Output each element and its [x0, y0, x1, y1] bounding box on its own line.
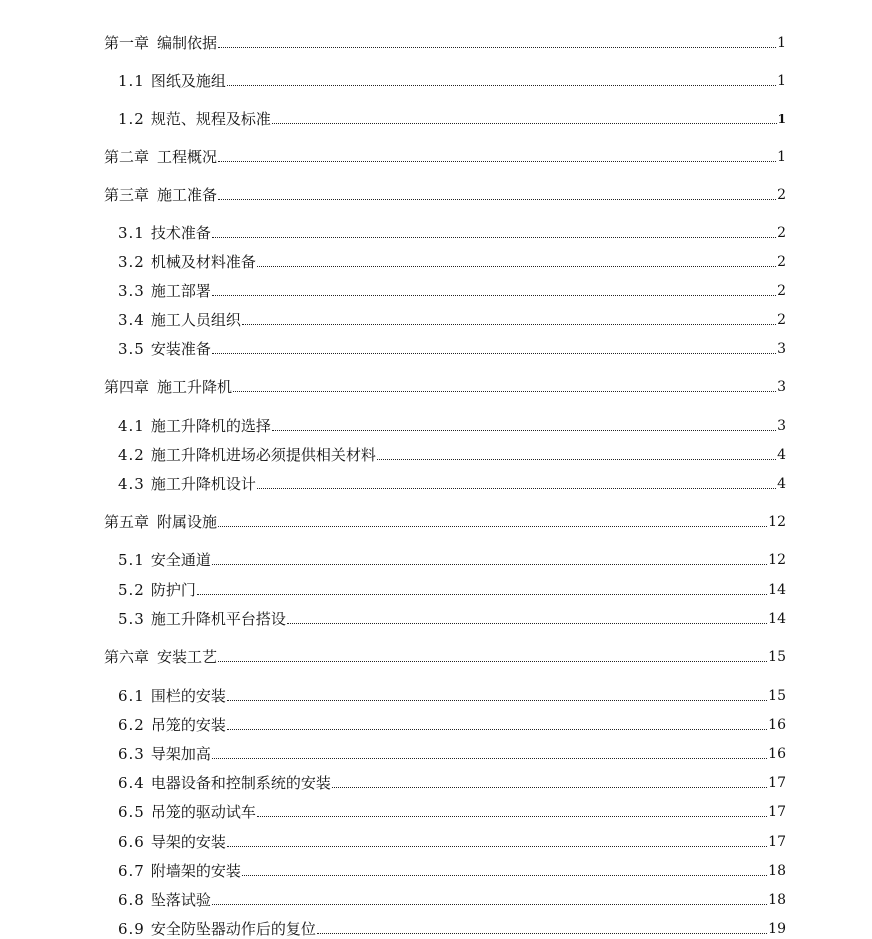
toc-section-6-1[interactable] [118, 683, 786, 705]
toc-section-number: 6.5 [118, 803, 145, 821]
toc-page-number: 3 [777, 418, 786, 434]
toc-dot-leader [218, 199, 776, 200]
toc-section-title: 施工升降机平台搭设 [150, 610, 286, 628]
toc-section-6-6[interactable] [118, 829, 786, 851]
toc-section-title: 导架加高 [150, 745, 211, 763]
toc-chapter-title: 编制依据 [157, 34, 218, 52]
toc-page-number: 15 [768, 688, 786, 704]
toc-dot-leader [227, 846, 767, 847]
toc-section-number: 3.3 [118, 282, 145, 300]
toc-section-number: 1.2 [118, 110, 145, 128]
toc-page-number: 12 [768, 514, 786, 530]
toc-section-6-8[interactable] [118, 887, 786, 909]
toc-section-title: 图纸及施组 [150, 72, 226, 90]
toc-dot-leader [257, 488, 776, 489]
toc-section-title: 坠落试验 [150, 891, 211, 909]
toc-chapter-number: 第五章 [104, 513, 150, 531]
toc-chapter-number: 第六章 [104, 648, 150, 666]
toc-dot-leader [233, 391, 776, 392]
toc-page-number: 17 [768, 804, 786, 820]
toc-page-number: 4 [777, 476, 786, 492]
toc-page-number: 17 [768, 775, 786, 791]
toc-dot-leader [212, 758, 767, 759]
toc-section-5-3[interactable] [118, 606, 786, 628]
toc-section-title: 施工升降机的选择 [150, 417, 271, 435]
toc-section-6-3[interactable] [118, 741, 786, 763]
toc-page-number: 4 [777, 447, 786, 463]
toc-section-3-4[interactable] [118, 307, 786, 329]
toc-chapter-5[interactable] [104, 509, 786, 531]
toc-page-number: 1 [777, 112, 786, 126]
toc-section-number: 1.1 [118, 72, 145, 90]
toc-page-number: 3 [777, 341, 786, 357]
toc-page-number: 1 [777, 35, 786, 51]
toc-dot-leader [272, 123, 777, 124]
toc-page-number: 18 [768, 863, 786, 879]
toc-section-number: 6.8 [118, 891, 145, 909]
toc-dot-leader [257, 266, 776, 267]
toc-section-4-2[interactable] [118, 442, 786, 464]
toc-section-4-3[interactable] [118, 471, 786, 493]
toc-section-title: 防护门 [150, 581, 196, 599]
toc-section-number: 4.3 [118, 475, 145, 493]
toc-dot-leader [287, 623, 767, 624]
toc-page-number: 2 [777, 312, 786, 328]
toc-section-4-1[interactable] [118, 413, 786, 435]
toc-section-title: 吊笼的驱动试车 [150, 803, 256, 821]
toc-section-number: 6.6 [118, 833, 145, 851]
toc-page-number: 2 [777, 254, 786, 270]
toc-section-1-1[interactable] [118, 68, 786, 90]
toc-section-title: 安全通道 [150, 551, 211, 569]
toc-section-6-4[interactable] [118, 770, 786, 792]
toc-section-number: 5.2 [118, 581, 145, 599]
toc-section-number: 6.4 [118, 774, 145, 792]
toc-section-5-2[interactable] [118, 577, 786, 599]
toc-chapter-3[interactable] [104, 182, 786, 204]
toc-dot-leader [257, 816, 767, 817]
toc-page-number: 15 [768, 649, 786, 665]
toc-section-title: 吊笼的安装 [150, 716, 226, 734]
toc-section-6-9[interactable] [118, 916, 786, 938]
toc-dot-leader [212, 237, 776, 238]
toc-dot-leader [242, 875, 767, 876]
toc-dot-leader [218, 161, 776, 162]
toc-dot-leader [197, 594, 767, 595]
toc-section-3-5[interactable] [118, 336, 786, 358]
toc-section-number: 6.7 [118, 862, 145, 880]
toc-section-title: 电器设备和控制系统的安装 [150, 774, 331, 792]
toc-page-number: 3 [777, 379, 786, 395]
toc-chapter-number: 第三章 [104, 186, 150, 204]
toc-section-number: 3.2 [118, 253, 145, 271]
toc-dot-leader [212, 353, 776, 354]
toc-section-title: 技术准备 [150, 224, 211, 242]
toc-chapter-6[interactable] [104, 644, 786, 666]
toc-section-title: 导架的安装 [150, 833, 226, 851]
toc-dot-leader [212, 904, 767, 905]
toc-dot-leader [227, 729, 767, 730]
toc-page-number: 19 [768, 921, 786, 937]
toc-section-number: 3.5 [118, 340, 145, 358]
toc-section-title: 规范、规程及标准 [150, 110, 271, 128]
toc-dot-leader [377, 459, 776, 460]
toc-page-number: 16 [768, 746, 786, 762]
toc-section-number: 5.3 [118, 610, 145, 628]
toc-chapter-number: 第二章 [104, 148, 150, 166]
toc-chapter-number: 第四章 [104, 378, 150, 396]
toc-section-6-7[interactable] [118, 858, 786, 880]
toc-dot-leader [218, 661, 767, 662]
toc-page-number: 1 [777, 149, 786, 165]
toc-section-number: 4.2 [118, 446, 145, 464]
toc-page-number: 16 [768, 717, 786, 733]
toc-section-title: 安装准备 [150, 340, 211, 358]
toc-dot-leader [218, 526, 767, 527]
toc-dot-leader [317, 933, 767, 934]
toc-chapter-1[interactable] [104, 30, 786, 52]
toc-section-3-1[interactable] [118, 220, 786, 242]
toc-section-title: 施工升降机进场必须提供相关材料 [150, 446, 376, 464]
toc-section-number: 6.2 [118, 716, 145, 734]
toc-dot-leader [227, 700, 767, 701]
toc-page-number: 12 [768, 552, 786, 568]
toc-section-number: 6.3 [118, 745, 145, 763]
toc-page-number: 2 [777, 283, 786, 299]
toc-section-6-5[interactable] [118, 799, 786, 821]
toc-page-number: 18 [768, 892, 786, 908]
toc-section-6-2[interactable] [118, 712, 786, 734]
toc-dot-leader [227, 85, 776, 86]
toc-page-number: 14 [768, 611, 786, 627]
toc-dot-leader [242, 324, 776, 325]
toc-section-3-3[interactable] [118, 278, 786, 300]
toc-section-number: 6.1 [118, 687, 145, 705]
toc-section-title: 安全防坠器动作后的复位 [150, 920, 316, 938]
toc-section-3-2[interactable] [118, 249, 786, 271]
toc-section-title: 机械及材料准备 [150, 253, 256, 271]
toc-page-number: 1 [777, 73, 786, 89]
toc-section-number: 6.9 [118, 920, 145, 938]
toc-chapter-2[interactable] [104, 144, 786, 166]
toc-section-title: 围栏的安装 [150, 687, 226, 705]
toc-chapter-title: 施工升降机 [157, 378, 233, 396]
toc-section-number: 4.1 [118, 417, 145, 435]
toc-page-number: 2 [777, 225, 786, 241]
toc-dot-leader [212, 295, 776, 296]
toc-section-title: 施工部署 [150, 282, 211, 300]
toc-chapter-4[interactable] [104, 374, 786, 396]
toc-dot-leader [218, 47, 776, 48]
toc-page-number: 14 [768, 582, 786, 598]
toc-section-number: 3.4 [118, 311, 145, 329]
toc-dot-leader [332, 787, 767, 788]
toc-chapter-title: 施工准备 [157, 186, 218, 204]
toc-section-1-2[interactable] [118, 106, 786, 128]
toc-section-5-1[interactable] [118, 547, 786, 569]
toc-chapter-title: 附属设施 [157, 513, 218, 531]
toc-section-number: 5.1 [118, 551, 145, 569]
toc-chapter-title: 安装工艺 [157, 648, 218, 666]
toc-section-number: 3.1 [118, 224, 145, 242]
toc-section-title: 施工人员组织 [150, 311, 241, 329]
toc-chapter-title: 工程概况 [157, 148, 218, 166]
toc-section-title: 附墙架的安装 [150, 862, 241, 880]
toc-page-number: 17 [768, 834, 786, 850]
toc-section-title: 施工升降机设计 [150, 475, 256, 493]
toc-chapter-number: 第一章 [104, 34, 150, 52]
toc-dot-leader [212, 564, 767, 565]
toc-dot-leader [272, 430, 776, 431]
toc-page-number: 2 [777, 187, 786, 203]
